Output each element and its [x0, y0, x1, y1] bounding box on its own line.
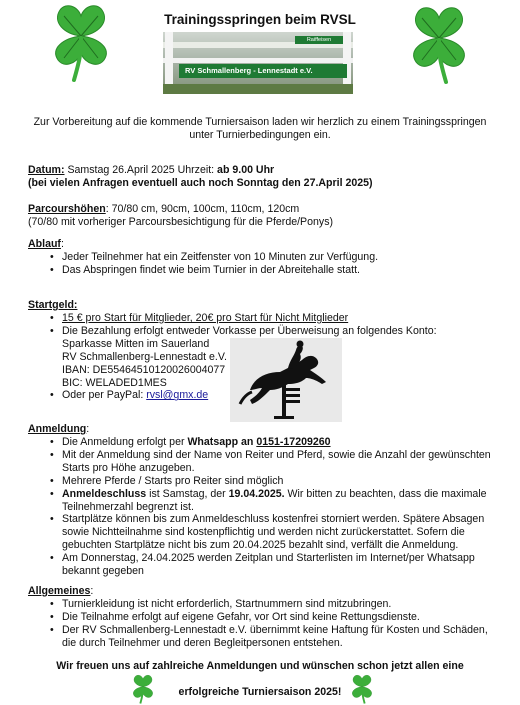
club-sign: RV Schmallenberg - Lennestadt e.V.: [179, 64, 347, 78]
list-item: • Am Donnerstag, 24.04.2025 werden Zeitplan und Starterlisten im Internet/per Whatsapp bekannt gegeben: [28, 552, 498, 578]
closing-line-1: Wir freuen uns auf zahlreiche Anmeldungen und wünschen schon jetzt allen eine: [56, 660, 464, 672]
four-leaf-clover-icon: [124, 673, 162, 705]
list-item: • Der RV Schmallenberg-Lennestadt e.V. übernimmt keine Haftung für Kosten und Schäden, die durch Teilnehmer und deren Begleitpersonen entstehen.: [28, 624, 498, 650]
ablauf-label: Ablauf: [28, 238, 61, 250]
datum-note: (bei vielen Anfragen eventuell auch noch Sonntag den 27.April 2025): [28, 176, 373, 189]
bank-line: RV Schmallenberg-Lennestadt e.V.: [62, 350, 227, 363]
list-item: • 15 € pro Start für Mitglieder, 20€ pro Start für Nicht Mitglieder: [28, 312, 498, 325]
datum-section: [28, 164, 498, 190]
anmeldung-label: Anmeldung: [28, 423, 87, 435]
jumping-obstacle-photo: [163, 32, 353, 94]
list-item: • Die Bezahlung erfolgt entweder Vorkasse per Überweisung an folgendes Konto: Sparkasse Mitten im Sauerland RV Schmallenberg-Lennestadt e.V. IBAN: DE55464510120026004077 BIC: WELADED1MES: [28, 325, 498, 390]
paypal-email-link[interactable]: rvsl@gmx.de: [146, 389, 209, 402]
datum-label: Datum:: [28, 164, 65, 176]
four-leaf-clover-icon: [343, 673, 381, 705]
list-item: • Jeder Teilnehmer hat ein Zeitfenster von 10 Minuten zur Verfügung.: [28, 251, 498, 264]
closing-line-2: erfolgreiche Turniersaison 2025!: [178, 686, 342, 698]
list-item: • Anmeldeschluss ist Samstag, der 19.04.2025. Wir bitten zu beachten, dass die maximale Teilnehmerzahl begrenzt ist.: [28, 488, 498, 514]
page-title: Trainingsspringen beim RVSL: [164, 12, 356, 27]
ablauf-section: Ablauf: • Jeder Teilnehmer hat ein Zeitfenster von 10 Minuten zur Verfügung. • Das Abspringen findet wie beim Turnier in der Abreitehalle statt.: [28, 238, 498, 277]
time-label: Uhrzeit:: [177, 164, 215, 176]
datum-date: Samstag 26.April 2025: [67, 164, 175, 176]
bank-line: BIC: WELADED1MES: [62, 376, 167, 389]
anmeldung-section: Anmeldung: • Die Anmeldung erfolgt per Whatsapp an 0151-17209260 • Mit der Anmeldung sind der Name von Reiter und Pferd, sowie die Anzahl der gewünschten Starts pro Höhe anzugeben. • Mehrere Pferde / Starts pro Reiter sind möglich • Anmeldeschluss ist Samstag, der 19.04.2025. Wir bitten zu beachten, dass die maximale Teilnehmerzahl begrenzt ist. • Startplätze können bis zum Anmeldeschluss kostenfrei storniert werden. Spätere Absagen sowie Nichtteilnahme sind kostenpflichtig und werden nicht zurückerstattet. Sofern die gebuchten Startplätze nicht bis zum 20.04.2025 bezahlt sind, verfällt die Anmeldung. • Am Donnerstag, 24.04.2025 werden Zeitplan und Starterlisten im Internet/per Whatsapp bekannt gegeben: [28, 423, 498, 578]
horse-jumping-icon: [230, 338, 342, 422]
whatsapp-phone[interactable]: 0151-17209260: [256, 435, 331, 448]
sponsor-sign: Raiffeisen: [295, 36, 343, 44]
list-item: • Startplätze können bis zum Anmeldeschluss kostenfrei storniert werden. Spätere Absagen sowie Nichtteilnahme sind kostenpflichtig und werden nicht zurückerstattet. Sofern die gebuchten Startplätze nicht bis zum 20.04.2025 bezahlt sind, verfällt die Anmeldung.: [28, 513, 498, 552]
list-item: • Das Abspringen findet wie beim Turnier in der Abreitehalle statt.: [28, 264, 498, 277]
bank-line: Sparkasse Mitten im Sauerland: [62, 337, 210, 350]
bank-line: IBAN: DE55464510120026004077: [62, 363, 226, 376]
startgeld-label: Startgeld:: [28, 299, 78, 311]
list-item: • Die Teilnahme erfolgt auf eigene Gefahr, vor Ort sind keine Rettungsdienste.: [28, 611, 498, 624]
list-item: • Mit der Anmeldung sind der Name von Reiter und Pferd, sowie die Anzahl der gewünschten Starts pro Höhe anzugeben.: [28, 449, 498, 475]
allgemeines-label: Allgemeines: [28, 585, 91, 597]
show-jumping-horse-image: [230, 338, 342, 422]
parcours-heights: : 70/80 cm, 90cm, 100cm, 110cm, 120cm: [105, 203, 300, 215]
allgemeines-section: Allgemeines: • Turnierkleidung ist nicht erforderlich, Startnummern sind mitzubringen. • Die Teilnahme erfolgt auf eigene Gefahr, vor Ort sind keine Rettungsdienste. • Der RV Schmallenberg-Lennestadt e.V. übernimmt keine Haftung für Kosten und Schäden, die durch Teilnehmer und deren Begleitpersonen entstehen.: [28, 585, 498, 650]
four-leaf-clover-icon: [44, 0, 118, 84]
time-value: ab 9.00 Uhr: [217, 164, 275, 176]
parcours-section: [28, 203, 498, 229]
four-leaf-clover-icon: [402, 2, 476, 86]
intro-text: Zur Vorbereitung auf die kommende Turniersaison laden wir herzlich zu einem Trainingsspringen unter Turnierbedingungen ein.: [33, 116, 487, 141]
list-item: • Oder per PayPal: rvsl@gmx.de: [28, 389, 498, 402]
parcours-label: Parcourshöhen: [28, 203, 106, 215]
list-item: • Die Anmeldung erfolgt per Whatsapp an 0151-17209260: [28, 436, 498, 449]
list-item: • Turnierkleidung ist nicht erforderlich, Startnummern sind mitzubringen.: [28, 598, 498, 611]
list-item: • Mehrere Pferde / Starts pro Reiter sind möglich: [28, 475, 498, 488]
parcours-note: (70/80 mit vorheriger Parcoursbesichtigung für die Pferde/Ponys): [28, 215, 334, 228]
